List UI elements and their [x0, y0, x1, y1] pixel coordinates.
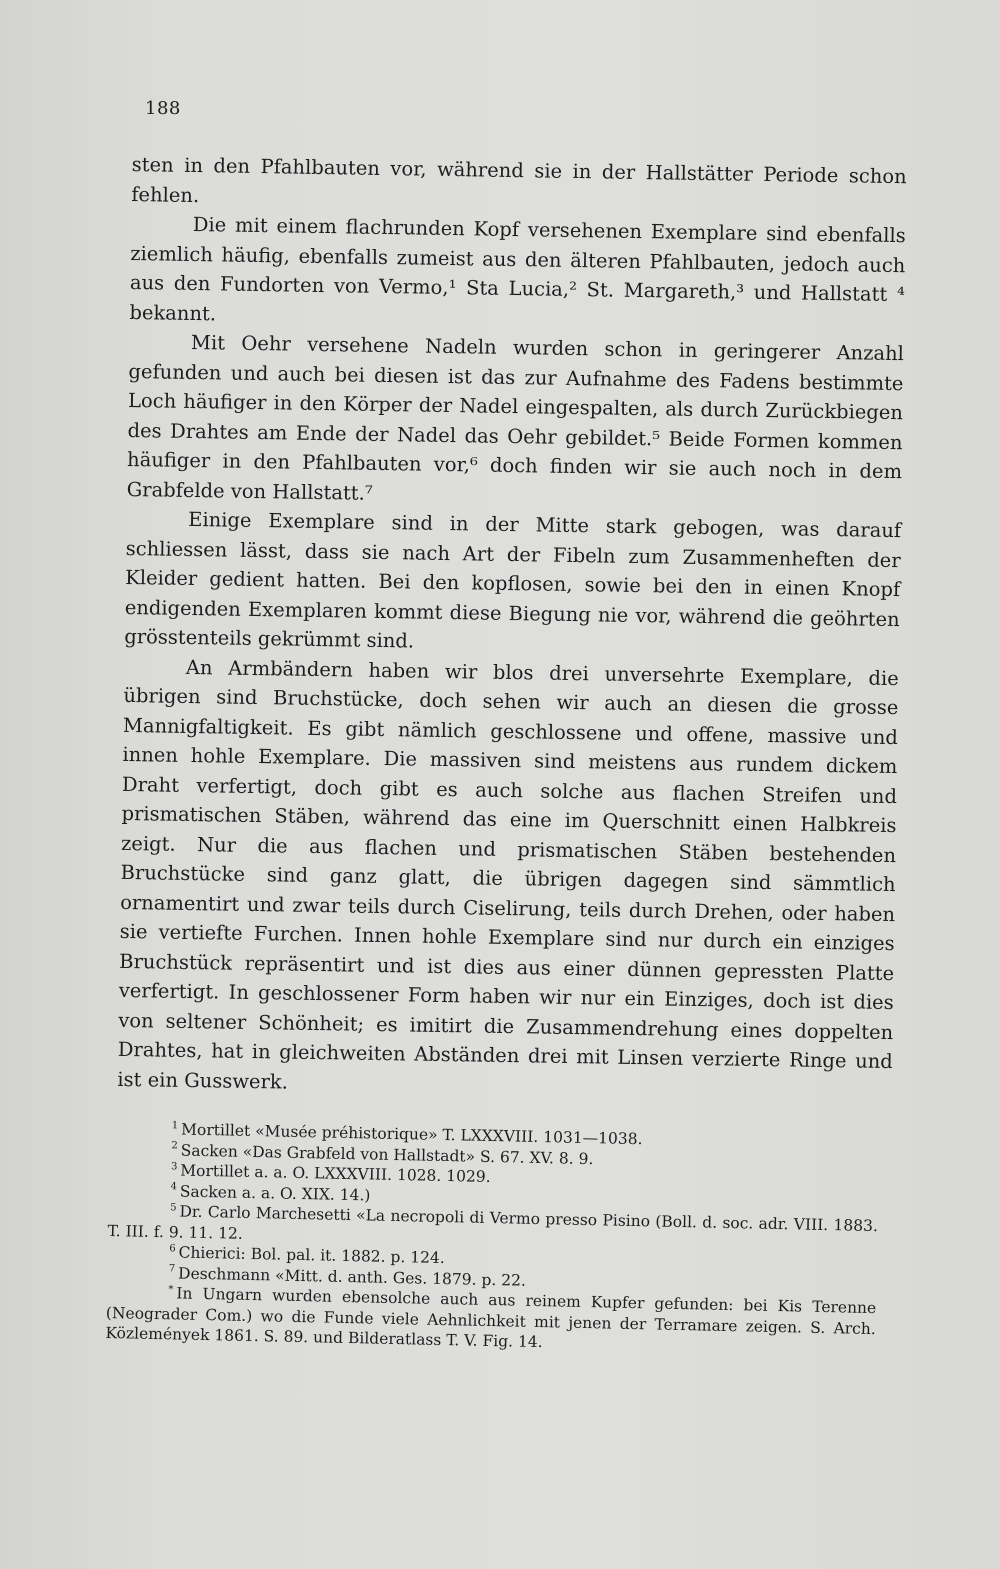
paragraph: Einige Exemplare sind in der Mitte stark gebogen, was darauf schliessen lässt, dass sie nach Art der Fibeln zum Zusammenheften der Kleider gedient hatten. Bei den kopflosen, sowie bei den in einen Knopf endigenden Exemplaren kommt diese Biegung nie vor, während die geöhrten grösstenteils gekrümmt sind.: [124, 507, 902, 653]
footnote-text: In Ungarn wurden ebensolche auch aus reinem Kupfer gefunden: bei Kis Terenne (Neograder Com.) wo die Funde viele Aehnlichkeit mit jenen der Terramare zeigen. S. Arch. Közlemények 1861. S. 89. und Bilderatlass T. V. Fig. 14.: [105, 1284, 877, 1352]
paragraph: Mit Oehr versehene Nadeln wurden schon in geringerer Anzahl gefunden und auch bei diesen ist das zur Aufnahme des Fadens bestimmte Loch häufiger in den Körper der Nadel eingespalten, als durch Zurückbiegen des Drahtes am Ende der Nadel das Oehr gebildet.⁵ Beide Formen kommen häufiger in den Pfahlbauten vor,⁶ doch finden wir sie auch noch in dem Grabfelde von Hallstatt.⁷: [126, 330, 905, 505]
footnote-text: Deschmann «Mitt. d. anth. Ges. 1879. p. 22.: [177, 1263, 527, 1290]
footnote-marker: *: [168, 1284, 174, 1296]
footnote-marker: 5: [170, 1202, 177, 1214]
paragraph: An Armbändern haben wir blos drei unversehrte Exemplare, die übrigen sind Bruchstücke, doch sehen wir auch an diesen die grosse Mannigfaltigkeit. Es gibt nämlich geschlossene und offene, massive und innen hohle Exemplare. Die massiven sind meistens aus rundem dickem Draht verfertigt, doch gibt es auch solche aus flachen Streifen und prismatischen Stäben, während das eine im Querschnitt einen Halbkreis zeigt. Nur die aus flachen und prismatischen Stäben bestehenden Bruchstücke sind ganz glatt, die übrigen dagegen sind sämmtlich ornamentirt und zwar teils durch Ciselirung, teils durch Drehen, oder haben sie vertiefte Furchen. Innen hohle Exemplare sind nur durch ein einziges Bruchstück repräsentirt und ist dies aus einer dünnen gepressten Platte verfertigt. In geschlossener Form haben wir nur ein Einziges, doch ist dies von seltener Schönheit; es imitirt die Zusammendrehung eines doppelten Drahtes, hat in gleichweiten Abständen drei mit Linsen verzierte Ringe und ist ein Gusswerk.: [117, 655, 899, 1094]
footnote-marker: 3: [170, 1161, 178, 1173]
main-text: [117, 150, 907, 1106]
footnote-marker: 1: [171, 1120, 179, 1132]
footnotes: [105, 1118, 880, 1360]
footnote-text: Sacken «Das Grabfeld von Hallstadt» S. 67. XV. 8. 9.: [180, 1140, 594, 1168]
footnote-text: Chierici: Bol. pal. it. 1882. p. 124.: [178, 1243, 445, 1268]
footnote-text: Mortillet «Musée préhistorique» T. LXXXVIII. 1031—1038.: [180, 1120, 643, 1149]
paragraph: Die mit einem flachrunden Kopf versehenen Exemplare sind ebenfalls ziemlich häufig, ebenfalls zumeist aus den älteren Pfahlbauten, jedoch auch aus den Fundorten von Vermo,¹ Sta Lucia,² St. Margareth,³ und Hallstatt ⁴ bekannt.: [129, 212, 906, 325]
footnote-marker: 2: [171, 1140, 178, 1152]
footnote-marker: 6: [169, 1243, 176, 1255]
page-number: 188: [145, 98, 181, 119]
footnote-marker: 4: [170, 1181, 178, 1193]
footnote-text: Sacken a. a. O. XIX. 14.): [179, 1181, 371, 1204]
paragraph: sten in den Pfahlbauten vor, während sie in der Hallstätter Periode schon fehlen.: [131, 152, 907, 207]
footnote-marker: 7: [168, 1263, 176, 1275]
footnote-text: Dr. Carlo Marchesetti «La necropoli di Vermo presso Pisino (Boll. d. soc. adr. VIII. 1883. T. III. f. 9. 11. 12.: [107, 1202, 879, 1243]
footnote-text: Mortillet a. a. O. LXXXVIII. 1028. 1029.: [180, 1161, 491, 1186]
